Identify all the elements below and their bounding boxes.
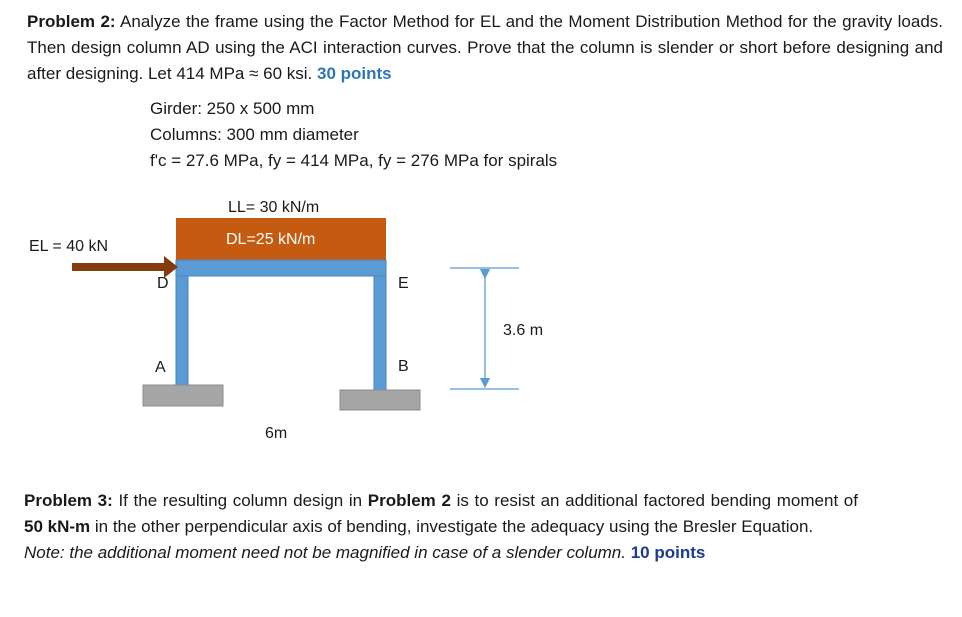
support-b — [340, 390, 420, 410]
column-ad — [176, 276, 188, 385]
problem-3-text-2: is to resist an additional factored bending moment of — [456, 491, 858, 510]
problem-3-text-1: If the resulting column design in — [118, 491, 363, 510]
column-height-label: 3.6 m — [503, 322, 544, 339]
node-a-label: A — [155, 359, 166, 376]
problem-3-heading: Problem 3: — [24, 491, 113, 510]
node-e-label: E — [398, 275, 409, 292]
node-d-label: D — [157, 275, 169, 292]
girder — [176, 260, 386, 276]
earthquake-load-label: EL = 40 kN — [29, 238, 109, 255]
column-eb — [374, 276, 386, 390]
problem-2-text: Analyze the frame using the Factor Method for EL and the Moment Distribution Method for the gravity loads. Then design column AD using the ACI interaction curves. Prove that the column is slender or short before designing and after designing. Let 414 MPa ≈ 60 ksi. — [27, 12, 943, 83]
girder-size: Girder: 250 x 500 mm — [150, 99, 315, 118]
problem-3-statement — [24, 488, 858, 566]
el-arrow-shaft — [72, 263, 166, 271]
live-load-label: LL= 30 kN/m — [228, 199, 320, 216]
problem-2-heading: Problem 2: — [27, 12, 116, 31]
problem-3-text-3: in the other perpendicular axis of bending, investigate the adequacy using the Bresler Equation. — [94, 517, 814, 536]
node-b-label: B — [398, 358, 409, 375]
dead-load-label: DL=25 kN/m — [226, 231, 316, 248]
problem-3-moment: 50 kN-m — [24, 517, 91, 536]
material-properties: f'c = 27.6 MPa, fy = 414 MPa, fy = 276 MPa for spirals — [150, 151, 558, 170]
support-a — [143, 385, 223, 406]
span-length-label: 6m — [265, 425, 288, 442]
problem-3-note: Note: the additional moment need not be magnified in case of a slender column. — [24, 543, 626, 562]
problem-3-reference: Problem 2 — [367, 491, 451, 510]
column-size: Columns: 300 mm diameter — [150, 125, 359, 144]
problem-3-points: 10 points — [630, 543, 706, 562]
problem-2-points: 30 points — [317, 64, 392, 83]
